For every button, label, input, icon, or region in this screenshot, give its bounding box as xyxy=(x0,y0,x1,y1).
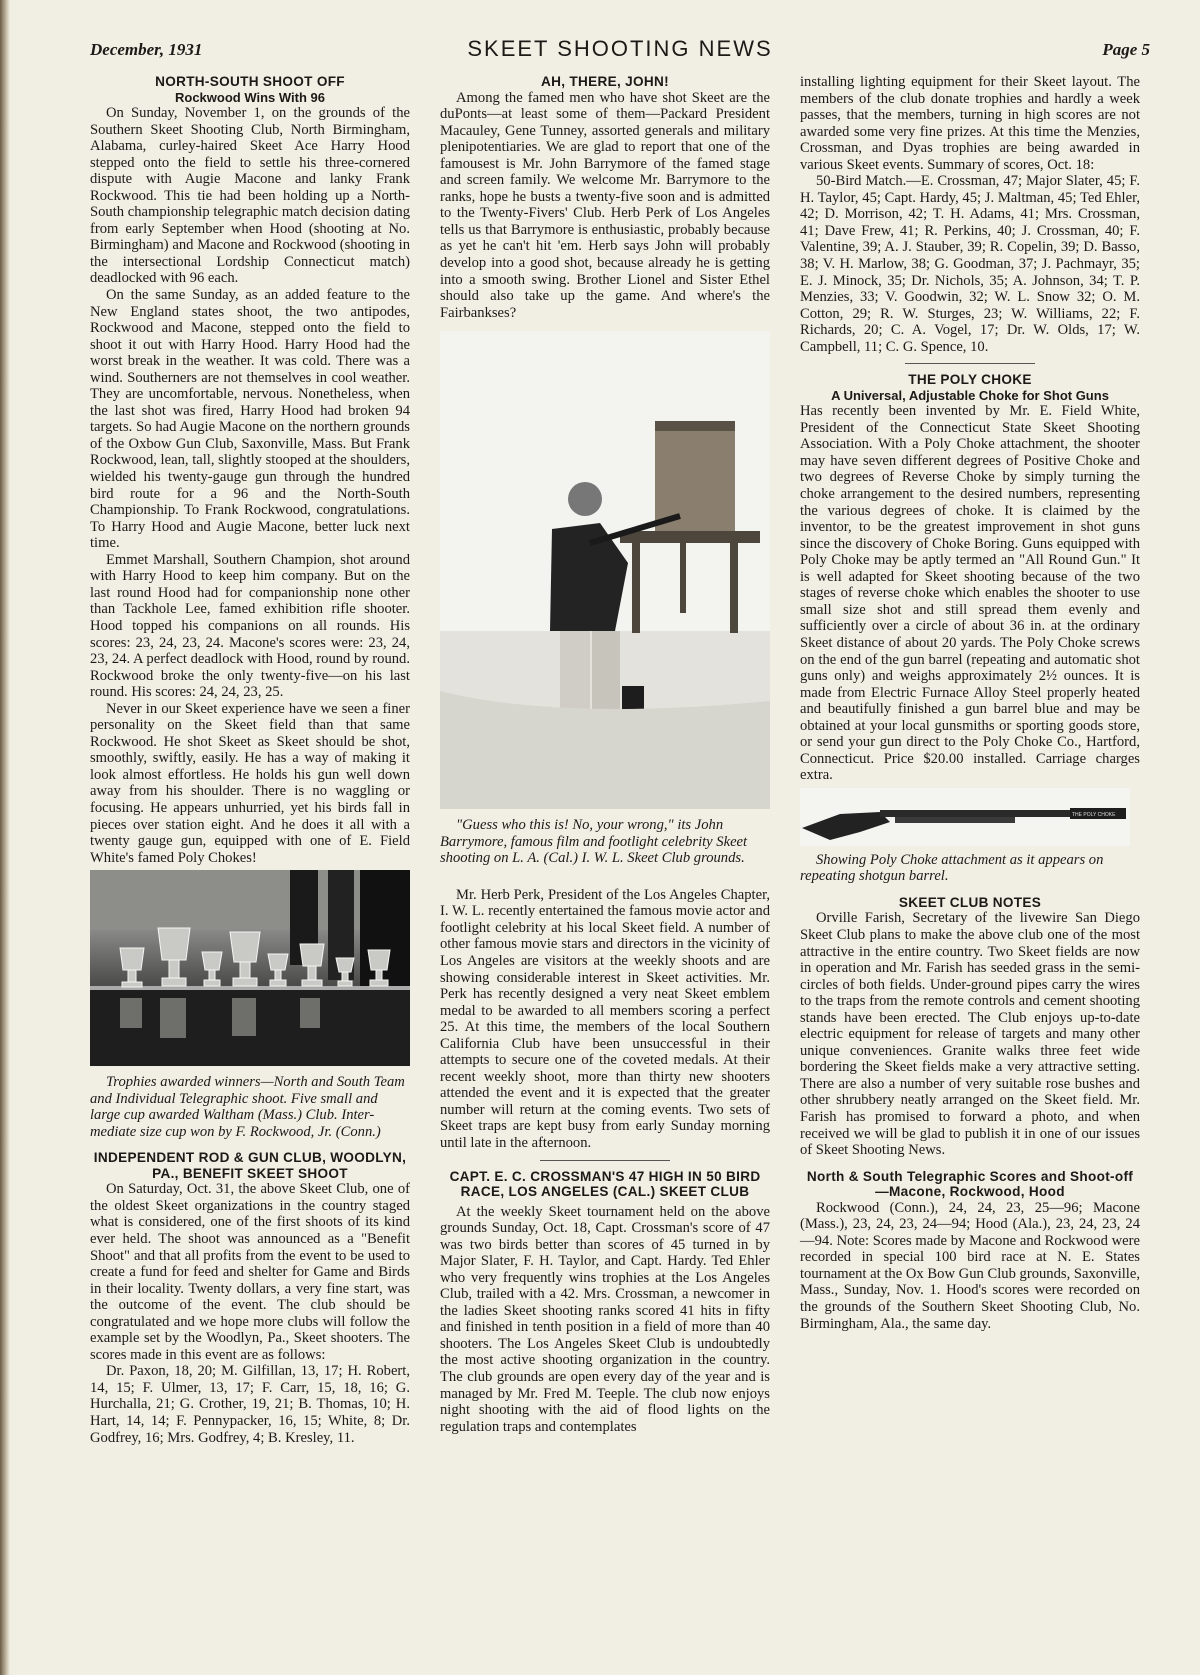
divider xyxy=(540,1160,670,1161)
article-headline: THE POLY CHOKE xyxy=(908,372,1032,388)
article-headline: SKEET CLUB NOTES xyxy=(898,894,1042,910)
article-paragraph: Rockwood (Conn.), 24, 24, 23, 25—96; Macone (Mass.), 23, 24, 23, 24—94; Hood (Ala.), 23, 24, 23, 24—94. Note: Scores made by Macone and Rockwood were recorded in special 100 bird race at N. E. States tournament at the Ox Bow Gun Club grounds, Saxonville, Mass., Sunday, Nov. 1. Hood's scores were recorded on the grounds of the Southern Skeet Shooting Club, No. Birmingham, Ala., the same day. xyxy=(800,1199,1140,1332)
article-paragraph: Among the famed men who have shot Skeet are the duPonts—at least some of them—Packard President Macauley, Gene Tunney, assorted generals and military plenipotentiaries. We are glad to report that one of the famousest is Mr. John Barrymore of the famed stage and screen family. We welcome Mr. Barrymore to the ranks, hope he busts a twenty-five soon and is admitted to the Twenty-Fivers' Club. Herb Perk of Los Angeles tells us that Barrymore is enthusiastic, probably because as yet he can't hit 'em. Herb says John will probably develop into a good shot, because already he is getting into a smooth swing. Brother Lionel and Sister Ethel should also take up the game. And where's the Fairbankses? xyxy=(440,89,770,321)
poly-choke-gun-photo xyxy=(800,788,1130,846)
article-subhead: A Universal, Adjustable Choke for Shot Guns xyxy=(831,387,1109,403)
article-paragraph: Has recently been invented by Mr. E. Field White, President of the Connecticut State Skeet Shooting Association. With a Poly Choke attachment, the shooter may have seven different degrees of Positive Choke and two degrees of Reverse Choke by simply turning the choke arrangement to the desired numbers, representing the various degrees of choke. It is claimed by the inventor, to be the greatest improvement in shot guns since the discovery of Choke Boring. Guns equipped with Poly Choke may be aptly termed an "All Round Gun." It is well adapted for Skeet shooting because of the two stages of reverse choke which enables the shooter to use small size shot and still spread them evenly and sufficiently over a circle of about 36 in. at the ordinary Skeet distance of about 20 yards. The Poly Choke screws on the end of the gun barrel (repeating and automatic shot guns only) and weighs approximately 2½ ounces. It is made from Electric Furnace Alloy Steel properly heated and beautifully finished a gun barrel blue and may be obtained at your local gunsmiths or sporting goods store, or send your gun direct to the Poly Choke Co., Hartford, Connecticut. Price $20.00 installed. Carriage charges extra. xyxy=(800,403,1140,784)
article-headline: INDEPENDENT ROD & GUN CLUB, WOODLYN, PA., BENEFIT SKEET SHOOT xyxy=(93,1150,407,1181)
article-paragraph: Orville Farish, Secretary of the livewire San Diego Skeet Club plans to make the above club one of the most attractive in the entire country. Two Skeet fields are now in operation and Mr. Farish has seeded grass in the semi-circles of both fields. Under-ground pipes carry the wires to the traps from the remote controls and cement shooting stands have been erected. The Club enjoys up-to-date electric equipment for release of targets and many other unique conveniences. Granite walks three feet wide bordering the Skeet fields make a very attractive setting. There are also a number of very suitable rose bushes and other shrubbery neatly arranged on the Skeet field. Mr. Farish has promised to forward a photo, and when received we will be glad to publish it in one of our issues of Skeet Shooting News. xyxy=(800,910,1140,1159)
scores-paragraph: 50-Bird Match.—E. Crossman, 47; Major Slater, 45; F. H. Taylor, 45; Capt. Hardy, 45; J. Maltman, 45; Ted Ehler, 42; D. Morrison, 42; T. H. Adams, 41; Mrs. Crossman, 41; Dave Frew, 41; R. Perkins, 40; J. Crossman, 40; F. Valentine, 39; A. J. Stauber, 39; R. Copelin, 39; D. Basso, 38; V. H. Marlow, 38; G. Goodman, 37; J. Pachmayr, 35; E. J. Minock, 35; Dr. Nichols, 35; A. Johnson, 34; T. P. Menzies, 33; V. Goodwin, 32; W. L. Snow 32; O. M. Cotton, 29; R. W. Sturges, 23; W. Williams, 22; F. Richards, 20; C. A. Vogel, 17; Dr. W. Olds, 17; W. Campbell, 11; C. G. Spence, 10. xyxy=(800,173,1140,355)
column-1 xyxy=(90,74,410,1446)
article-headline: CAPT. E. C. CROSSMAN'S 47 HIGH IN 50 BIRD RACE, LOS ANGELES (CAL.) SKEET CLUB xyxy=(449,1168,761,1200)
article-headline: North & South Telegraphic Scores and Shoot-off—Macone, Rockwood, Hood xyxy=(806,1168,1134,1200)
scores-paragraph: Dr. Paxon, 18, 20; M. Gilfillan, 13, 17; H. Robert, 14, 15; F. Ulmer, 13, 17; F. Carr, 15, 18, 16; G. Hurchalla, 21; G. Crother, 19, 21; B. Thomas, 10; H. Hart, 14, 14; F. Pennypacker, 16, 15; White, 8; Dr. Godfrey, 16; Mrs. Godfrey, 4; B. Kresley, 11. xyxy=(90,1363,410,1446)
divider xyxy=(905,363,1035,364)
barrymore-illustration xyxy=(440,331,770,809)
article-headline: AH, THERE, JOHN! xyxy=(541,74,669,89)
barrymore-photo xyxy=(440,331,770,809)
trophies-photo xyxy=(90,870,410,1066)
column-3 xyxy=(800,74,1140,1332)
article-paragraph: On Sunday, November 1, on the grounds of the Southern Skeet Shooting Club, North Birmingham, Alabama, curley-haired Skeet Ace Harry Hood stepped onto the field to settle his three-cornered dispute with Augie Macone and lanky Frank Rockwood. This tie had been holding up a North-South championship telegraphic match decision dating from early September when Hood (shooting at No. Birmingham) and Macone and Rockwood (shooting in the intersectional Lordship Connecticut match) deadlocked with 96 each. xyxy=(90,105,410,287)
article-paragraph: installing lighting equipment for their Skeet layout. The members of the club donate trophies and hardly a week passes, that the members, turning in high scores are not awarded some very fine prizes. At this time the Menzies, Crossman, and Dyas trophies are being awarded in various Skeet events. Summary of scores, Oct. 18: xyxy=(800,74,1140,173)
article-subhead: Rockwood Wins With 96 xyxy=(175,89,325,105)
publication-title: SKEET SHOOTING NEWS xyxy=(467,36,773,61)
article-paragraph: On the same Sunday, as an added feature to the New England states shoot, the two antipodes, Rockwood and Macone, stepped onto the field to shoot it out with Harry Hood. Harry Hood had the worst break in the weather. It was cold. There was a wind. Southerners are not themselves in cool weather. They are uncomfortable, nervous. Nonetheless, when the last shot was fired, Harry Hood had broken 94 targets. So had Augie Macone on the northern grounds of the Oxbow Gun Club, Saxonville, Mass. But Frank Rockwood, lean, tall, slightly stooped at the shoulders, wielded his twenty-gauge gun through the hundred bird route for a 96 and the North-South Championship. To Frank Rockwood, congratulations. To Harry Hood and Augie Macone, better luck next time. xyxy=(90,287,410,552)
page-number: Page 5 xyxy=(1102,40,1150,59)
column-2 xyxy=(440,74,770,1435)
article-paragraph: Emmet Marshall, Southern Champion, shot around with Harry Hood to keep him company. But on the last round Hood had for companionship none other than Tackhole Lee, famed exhibition rifle shooter. Hood topped his companions on all rounds. His scores: 23, 24, 23, 24. Macone's scores were: 23, 24, 23, 24. A perfect deadlock with Hood, round by round. Rockwood broke the only twenty-five—on his last round. His scores: 24, 24, 23, 25. xyxy=(90,551,410,701)
shotgun-illustration xyxy=(800,788,1130,846)
article-headline: NORTH-SOUTH SHOOT OFF xyxy=(155,74,345,89)
article-paragraph: At the weekly Skeet tournament held on the above grounds Sunday, Oct. 18, Capt. Crossman's score of 47 was two birds better than scores of 45 turned in by Major Slater, F. H. Taylor, and Capt. Hardy. Ted Ehler who very frequently wins trophies at the Los Angeles Club, trailed with a 42. Mrs. Crossman, a newcomer in the ladies Skeet shooting ranks scored 41 hits in fifty and finished in tenth position in a field of more than 40 shooters. The Los Angeles Skeet Club is undoubtedly the most active shooting organization in the country. The club grounds are open every day of the year and is managed by Mr. Fred M. Teeple. The club now enjoys night shooting with the aid of flood lights on the regulation traps and contemplates xyxy=(440,1203,770,1435)
article-paragraph: On Saturday, Oct. 31, the above Skeet Club, one of the oldest Skeet organizations in the country staged what is considered, one of the first shoots of its kind ever held. The shoot was announced as a "Benefit Shoot" and that all profits from the event to be used to create a fund for feed and shelter for Game and Birds in their locality. Twenty dollars, a very fine start, was the outcome of the event. The club should be congratulated and we hope more clubs will follow the example set by the Woodlyn, Pa., Skeet shooters. The scores made in this event are as follows: xyxy=(90,1181,410,1363)
trophies-illustration xyxy=(90,870,410,1066)
gun-caption: Showing Poly Choke attachment as it appears on repeating shotgun barrel. xyxy=(800,851,1104,885)
trophies-caption: Trophies awarded winners—North and South Team and Individual Telegraphic shoot. Five small and large cup awarded Waltham (Mass.) Club. Inter-mediate size cup won by F. Rockwood, Jr. (Conn.) xyxy=(90,1074,405,1140)
issue-date: December, 1931 xyxy=(90,40,203,59)
barrymore-caption: "Guess who this is! No, your wrong," its John Barrymore, famous film and footlight celebrity Skeet shooting on L. A. (Cal.) I. W. L. Skeet Club grounds. xyxy=(440,817,748,867)
article-paragraph: Mr. Herb Perk, President of the Los Angeles Chapter, I. W. L. recently entertained the famous movie actor and footlight celebrity at his local Skeet field. A number of other famous movie stars and directors in the vicinity of Los Angeles are visitors at the weekly shoots and are showing considerable interest in Skeet activities. Mr. Perk has recently designed a very neat Skeet emblem medal to be awarded to all members scoring a perfect 25. At this time, the members of the local Southern California Club have been unsuccessful in their attempts to secure one of the coveted medals. At their recent weekly shoot, more than thirty new shooters attended the event and it is expected that the greater number will return at the coming events. Two sets of Skeet traps are kept busy from early Sunday morning until late in the afternoon. xyxy=(440,886,770,1151)
gun-label: THE POLY CHOKE xyxy=(1072,811,1116,818)
page-binding-edge xyxy=(0,0,10,1675)
page-header xyxy=(90,36,1150,66)
article-paragraph: Never in our Skeet experience have we seen a finer personality on the Skeet field than that same Rockwood. He shot Skeet as Skeet should be shot, smoothly, swiftly, easily. He has a way of making it look almost effortless. He holds his gun well down away from his shoulder. There is no waggling or focusing. He appears unhurried, yet his birds fall in pieces over station eight. And he does it all with a twenty gauge gun, equipped with one of E. Field White's famed Poly Chokes! xyxy=(90,700,410,866)
